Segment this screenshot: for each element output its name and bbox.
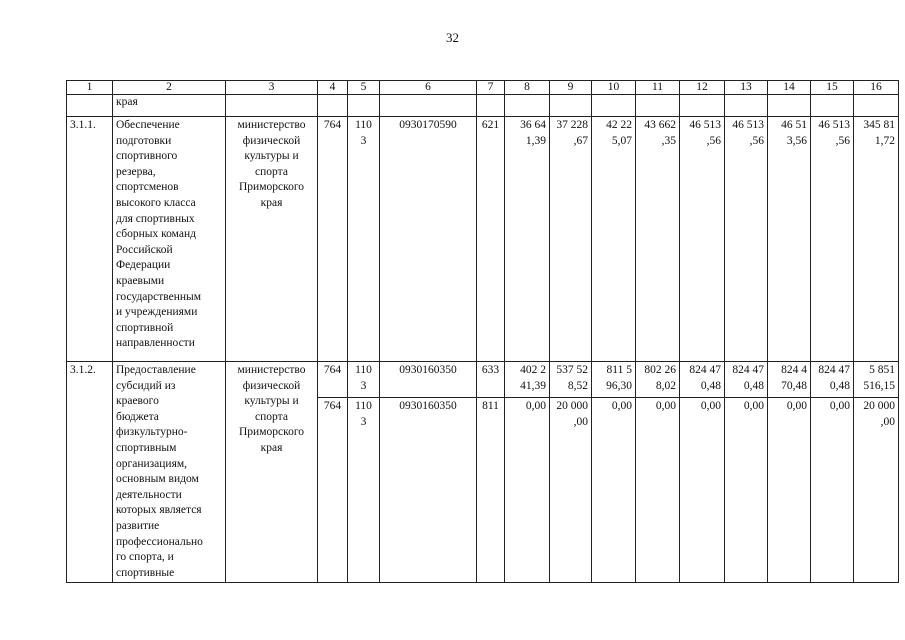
table-cell [811, 95, 854, 117]
table-cell: 764 [318, 117, 348, 362]
table-cell [550, 95, 592, 117]
table-cell: 110 3 [348, 362, 380, 398]
value-cell: 0,00 [592, 398, 636, 583]
column-header: 10 [592, 81, 636, 95]
value-cell: 402 2 41,39 [505, 362, 550, 398]
row-code: 3.1.1. [67, 117, 113, 362]
table-row [67, 117, 899, 362]
value-cell: 824 47 0,48 [725, 362, 768, 398]
table-cell: 0930160350 [380, 398, 477, 583]
value-cell: 345 81 1,72 [854, 117, 899, 362]
row-name: Обеспечение подготовки спортивного резерва, спортсменов высокого класса для спортивных сборных команд Российской Федерации краевыми государственным и учреждениями спортивной направленности [113, 117, 226, 362]
value-cell: 0,00 [811, 398, 854, 583]
column-header: 6 [380, 81, 477, 95]
row-executor: министерство физической культуры и спорта Приморского края [226, 362, 318, 583]
table-cell: 621 [477, 117, 505, 362]
column-header: 14 [768, 81, 811, 95]
value-cell: 37 228 ,67 [550, 117, 592, 362]
continuation-row [67, 95, 899, 117]
table-cell: 764 [318, 362, 348, 398]
value-cell: 20 000 ,00 [854, 398, 899, 583]
column-header: 2 [113, 81, 226, 95]
column-header: 8 [505, 81, 550, 95]
column-header: 1 [67, 81, 113, 95]
table-cell: 633 [477, 362, 505, 398]
value-cell: 20 000 ,00 [550, 398, 592, 583]
table-cell: 764 [318, 398, 348, 583]
budget-table [66, 80, 899, 583]
column-header: 7 [477, 81, 505, 95]
column-header: 5 [348, 81, 380, 95]
table-cell [636, 95, 680, 117]
value-cell: 46 513 ,56 [811, 117, 854, 362]
table-cell [67, 95, 113, 117]
value-cell: 0,00 [768, 398, 811, 583]
table-row [67, 362, 899, 398]
row-name: Предоставление субсидий из краевого бюджета физкультурно- спортивным организациям, основным видом деятельности которых является развитие профессионально го спорта, и спортивные [113, 362, 226, 583]
table-cell: 0930160350 [380, 362, 477, 398]
table-cell [854, 95, 899, 117]
value-cell: 0,00 [680, 398, 725, 583]
value-cell: 36 64 1,39 [505, 117, 550, 362]
value-cell: 0,00 [505, 398, 550, 583]
table-cell [226, 95, 318, 117]
value-cell: 0,00 [725, 398, 768, 583]
table-cell [680, 95, 725, 117]
value-cell: 824 4 70,48 [768, 362, 811, 398]
table-cell [380, 95, 477, 117]
value-cell: 43 662 ,35 [636, 117, 680, 362]
table-cell [477, 95, 505, 117]
row-code: 3.1.2. [67, 362, 113, 583]
value-cell: 46 51 3,56 [768, 117, 811, 362]
row-executor: министерство физической культуры и спорта Приморского края [226, 117, 318, 362]
column-header: 12 [680, 81, 725, 95]
value-cell: 46 513 ,56 [725, 117, 768, 362]
table-cell: 811 [477, 398, 505, 583]
header-row [67, 81, 899, 95]
column-header: 11 [636, 81, 680, 95]
column-header: 3 [226, 81, 318, 95]
value-cell: 802 26 8,02 [636, 362, 680, 398]
column-header: 9 [550, 81, 592, 95]
table-cell: края [113, 95, 226, 117]
table-cell [348, 95, 380, 117]
column-header: 4 [318, 81, 348, 95]
table-cell [505, 95, 550, 117]
value-cell: 537 52 8,52 [550, 362, 592, 398]
table-cell: 110 3 [348, 398, 380, 583]
table-cell [592, 95, 636, 117]
table-cell: 0930170590 [380, 117, 477, 362]
value-cell: 824 47 0,48 [680, 362, 725, 398]
value-cell: 0,00 [636, 398, 680, 583]
value-cell: 42 22 5,07 [592, 117, 636, 362]
column-header: 13 [725, 81, 768, 95]
table-cell [768, 95, 811, 117]
value-cell: 824 47 0,48 [811, 362, 854, 398]
value-cell: 46 513 ,56 [680, 117, 725, 362]
column-header: 16 [854, 81, 899, 95]
table-cell [725, 95, 768, 117]
value-cell: 5 851 516,15 [854, 362, 899, 398]
table-cell: 110 3 [348, 117, 380, 362]
column-header: 15 [811, 81, 854, 95]
value-cell: 811 5 96,30 [592, 362, 636, 398]
page-number: 32 [446, 30, 459, 45]
table-cell [318, 95, 348, 117]
